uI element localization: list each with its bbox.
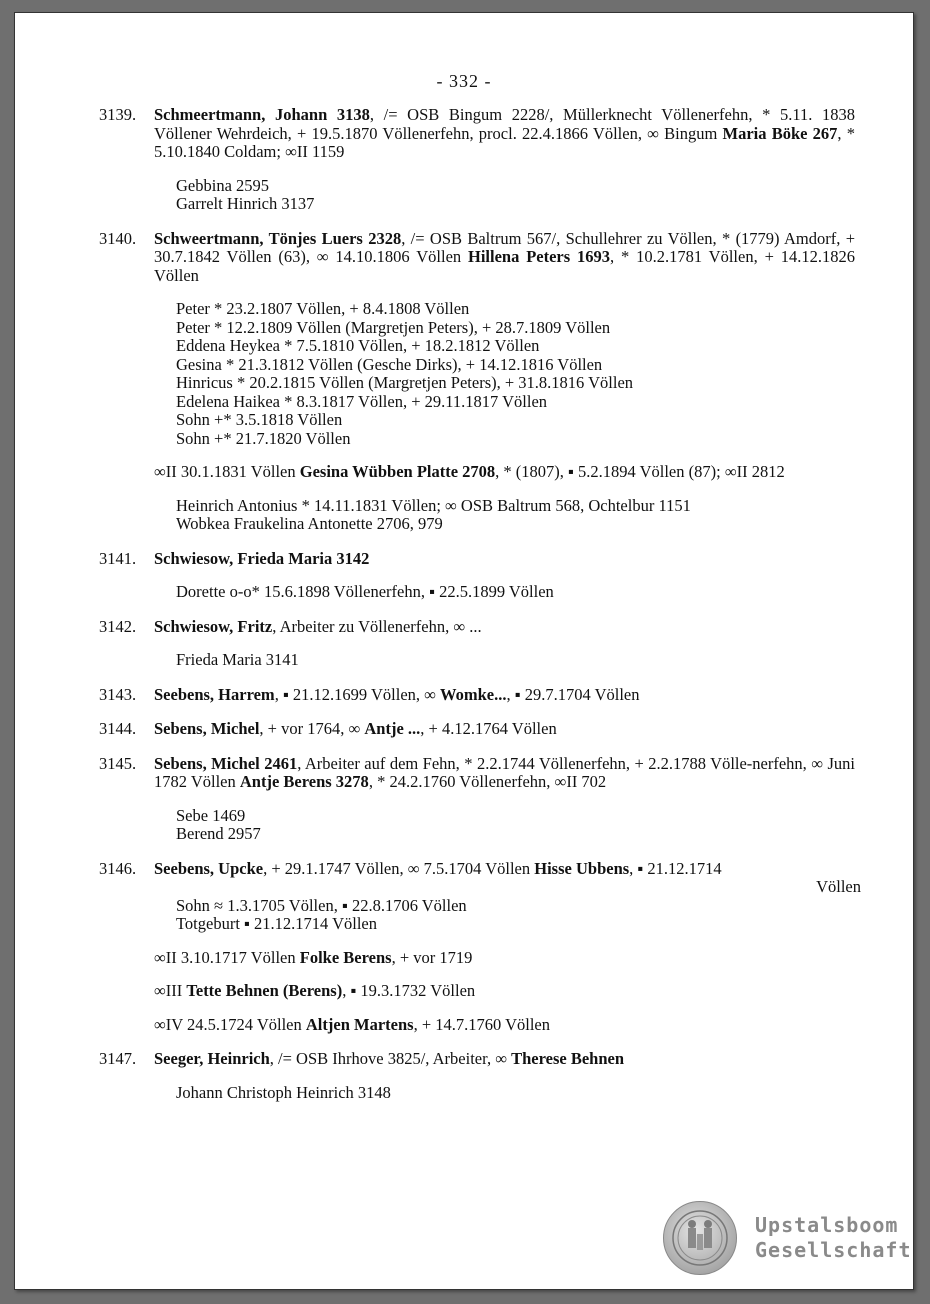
- child-line: Edelena Haikea * 8.3.1817 Völlen, + 29.11.1817 Völlen: [176, 391, 548, 411]
- person-name: Sebens, Michel: [154, 719, 260, 738]
- entry-heading: [154, 106, 855, 162]
- person-name: Sebens, Michel 2461: [154, 753, 298, 773]
- additional-marriage: [154, 1016, 855, 1035]
- child-line: Gesina * 21.3.1812 Völlen (Gesche Dirks), + 14.12.1816 Völlen: [176, 354, 603, 374]
- child-line: Peter * 12.2.1809 Völlen (Margretjen Peters), + 28.7.1809 Völlen: [176, 317, 611, 337]
- person-name: Schwiesow, Frieda Maria 3142: [154, 548, 370, 568]
- child-line: Sebe 1469: [176, 805, 246, 825]
- marriage-heading: [154, 463, 855, 482]
- document-page: [14, 12, 914, 1290]
- person-name: Hisse Ubbens: [534, 858, 630, 878]
- child-line: Frieda Maria 3141: [176, 650, 299, 669]
- entry-3142: [99, 618, 855, 670]
- entry-text: ∞II 3.10.1717 Völlen: [154, 947, 300, 967]
- entry-number: 3139.: [99, 105, 137, 124]
- entry-text: , + 14.7.1760 Völlen: [413, 1014, 550, 1034]
- entry-number: 3142.: [99, 616, 137, 636]
- page-number: - 332 -: [436, 71, 492, 91]
- entry-heading: [154, 230, 855, 286]
- person-name: Schweertmann, Tönjes Luers 2328: [154, 228, 402, 248]
- children-list: [154, 1084, 855, 1103]
- entry-number: 3141.: [99, 548, 137, 568]
- entry-3143: [99, 686, 855, 705]
- child-line: Hinricus * 20.2.1815 Völlen (Margretjen Peters), + 31.8.1816 Völlen: [176, 373, 634, 392]
- child-line: Garrelt Hinrich 3137: [176, 194, 315, 213]
- entry-heading: [154, 686, 855, 705]
- marriage-heading: [154, 949, 855, 968]
- children-list: [154, 497, 855, 534]
- marriage-heading: [154, 1016, 855, 1035]
- entry-number: 3140.: [99, 228, 137, 248]
- entry-heading: [154, 1050, 855, 1069]
- entry-text: , ▪ 19.3.1732 Völlen: [342, 981, 476, 1000]
- person-name: Tette Behnen (Berens): [186, 981, 343, 1000]
- child-line: Gebbina 2595: [176, 175, 270, 195]
- entry-text: , /= OSB Ihrhove 3825/, Arbeiter, ∞: [269, 1049, 512, 1068]
- person-name: Seebens, Harrem: [154, 684, 275, 704]
- entry-text: , Arbeiter auf dem Fehn, * 2.2.1744 Völlenerfehn, + 2.2.1788 Völle-nerfehn, ∞ Juni 1782 Völlen: [154, 753, 855, 791]
- entry-text: , * 5.10.1840 Coldam; ∞II 1159: [154, 123, 855, 161]
- entry-3144: [99, 720, 855, 739]
- entry-text: , + 29.1.1747 Völlen, ∞ 7.5.1704 Völlen: [263, 858, 535, 878]
- child-line: Sohn +* 21.7.1820 Völlen: [176, 428, 351, 448]
- logo-line-1: Upstalsboom: [755, 1213, 899, 1237]
- child-line: Peter * 23.2.1807 Völlen, + 8.4.1808 Völlen: [176, 299, 470, 318]
- children-list: [154, 651, 855, 670]
- entry-number: 3147.: [99, 1049, 137, 1068]
- entry-3146: [99, 858, 861, 1035]
- marriage-heading: [154, 982, 855, 1001]
- entry-heading: [154, 618, 855, 637]
- entry-text: , Arbeiter zu Völlenerfehn, ∞ ...: [272, 616, 482, 636]
- children-list: [154, 300, 855, 448]
- child-line: Totgeburt ▪ 21.12.1714 Völlen: [176, 914, 377, 933]
- entry-heading: [154, 550, 855, 569]
- person-name: Womke...: [440, 684, 507, 704]
- child-line: Wobkea Fraukelina Antonette 2706, 979: [176, 514, 443, 533]
- entry-heading: [154, 860, 855, 879]
- entry-text: , /= OSB Bingum 2228/, Müllerknecht Völlenerfehn, * 5.11. 1838 Völlener Wehrdeich, + 19.5.1870 Völlenerfehn, procl. 22.4.1866 Völlen, ∞ Bingum: [154, 105, 855, 143]
- person-name: Seebens, Upcke: [154, 858, 264, 878]
- person-name: Altjen Martens: [305, 1014, 414, 1034]
- person-name: Antje Berens 3278: [239, 772, 369, 791]
- person-name: Schmeertmann, Johann 3138: [154, 105, 370, 124]
- person-name: Gesina Wübben Platte 2708: [299, 462, 496, 481]
- person-name: Therese Behnen: [511, 1049, 624, 1068]
- entry-number: 3146.: [99, 858, 137, 878]
- entry-3147: [99, 1050, 855, 1102]
- child-line: Dorette o-o* 15.6.1898 Völlenerfehn, ▪ 22.5.1899 Völlen: [176, 582, 554, 601]
- entry-3139: [99, 106, 855, 214]
- entry-text: , /= OSB Baltrum 567/, Schullehrer zu Völlen, * (1779) Amdorf, + 30.7.1842 Völlen (63), ∞ 14.10.1806 Völlen: [154, 228, 856, 266]
- person-name: Schwiesow, Fritz: [154, 616, 273, 636]
- entry-heading: [154, 720, 855, 739]
- person-name: Hillena Peters 1693: [468, 247, 611, 266]
- entry-text: , * 24.2.1760 Völlenerfehn, ∞II 702: [368, 772, 607, 791]
- child-line: Eddena Heykea * 7.5.1810 Völlen, + 18.2.1812 Völlen: [176, 336, 540, 355]
- child-line: Sohn ≈ 1.3.1705 Völlen, ▪ 22.8.1706 Völlen: [176, 895, 467, 915]
- entry-text: ∞IV 24.5.1724 Völlen: [154, 1014, 306, 1034]
- person-name: Antje ...: [364, 719, 421, 738]
- entry-text: ∞III: [154, 981, 187, 1000]
- person-name: Seeger, Heinrich: [154, 1049, 270, 1068]
- entry-heading: [154, 755, 855, 792]
- person-name: Maria Böke 267: [722, 123, 838, 143]
- additional-marriage: [154, 949, 855, 968]
- entry-text: , + vor 1764, ∞: [259, 719, 365, 738]
- genealogy-entries: [99, 105, 861, 1118]
- person-name: Folke Berens: [299, 947, 392, 967]
- entry-text: , + vor 1719: [391, 947, 473, 967]
- seal-icon: [663, 1201, 737, 1275]
- publisher-logo: [663, 1201, 912, 1275]
- entry-text: , ▪ 29.7.1704 Völlen: [506, 684, 640, 704]
- entry-text: , + 4.12.1764 Völlen: [420, 719, 557, 738]
- entry-text: , * 10.2.1781 Völlen, + 14.12.1826 Völlen: [154, 247, 855, 285]
- entry-number: 3143.: [99, 684, 137, 704]
- entry-3145: [99, 755, 855, 844]
- entry-text: ∞II 30.1.1831 Völlen: [154, 462, 300, 481]
- entry-3141: [99, 550, 855, 602]
- entry-number: 3144.: [99, 719, 137, 738]
- child-line: Johann Christoph Heinrich 3148: [176, 1082, 391, 1102]
- entry-heading-continuation: Völlen: [816, 877, 861, 896]
- additional-marriage: [154, 982, 855, 1001]
- children-list: [154, 897, 855, 934]
- entry-text: , ▪ 21.12.1699 Völlen, ∞: [274, 684, 441, 704]
- children-list: [154, 177, 855, 214]
- child-line: Heinrich Antonius * 14.11.1831 Völlen; ∞ OSB Baltrum 568, Ochtelbur 1151: [176, 495, 691, 515]
- children-list: [154, 583, 855, 602]
- additional-marriage: [154, 463, 855, 534]
- entry-3140: [99, 230, 855, 534]
- entry-number: 3145.: [99, 753, 137, 773]
- child-line: Berend 2957: [176, 824, 261, 843]
- child-line: Sohn +* 3.5.1818 Völlen: [176, 410, 343, 429]
- children-list: [154, 807, 855, 844]
- entry-text: , * (1807), ▪ 5.2.1894 Völlen (87); ∞II 2812: [495, 462, 785, 481]
- entry-text: , ▪ 21.12.1714: [629, 858, 722, 878]
- logo-line-2: Gesellschaft: [755, 1238, 912, 1262]
